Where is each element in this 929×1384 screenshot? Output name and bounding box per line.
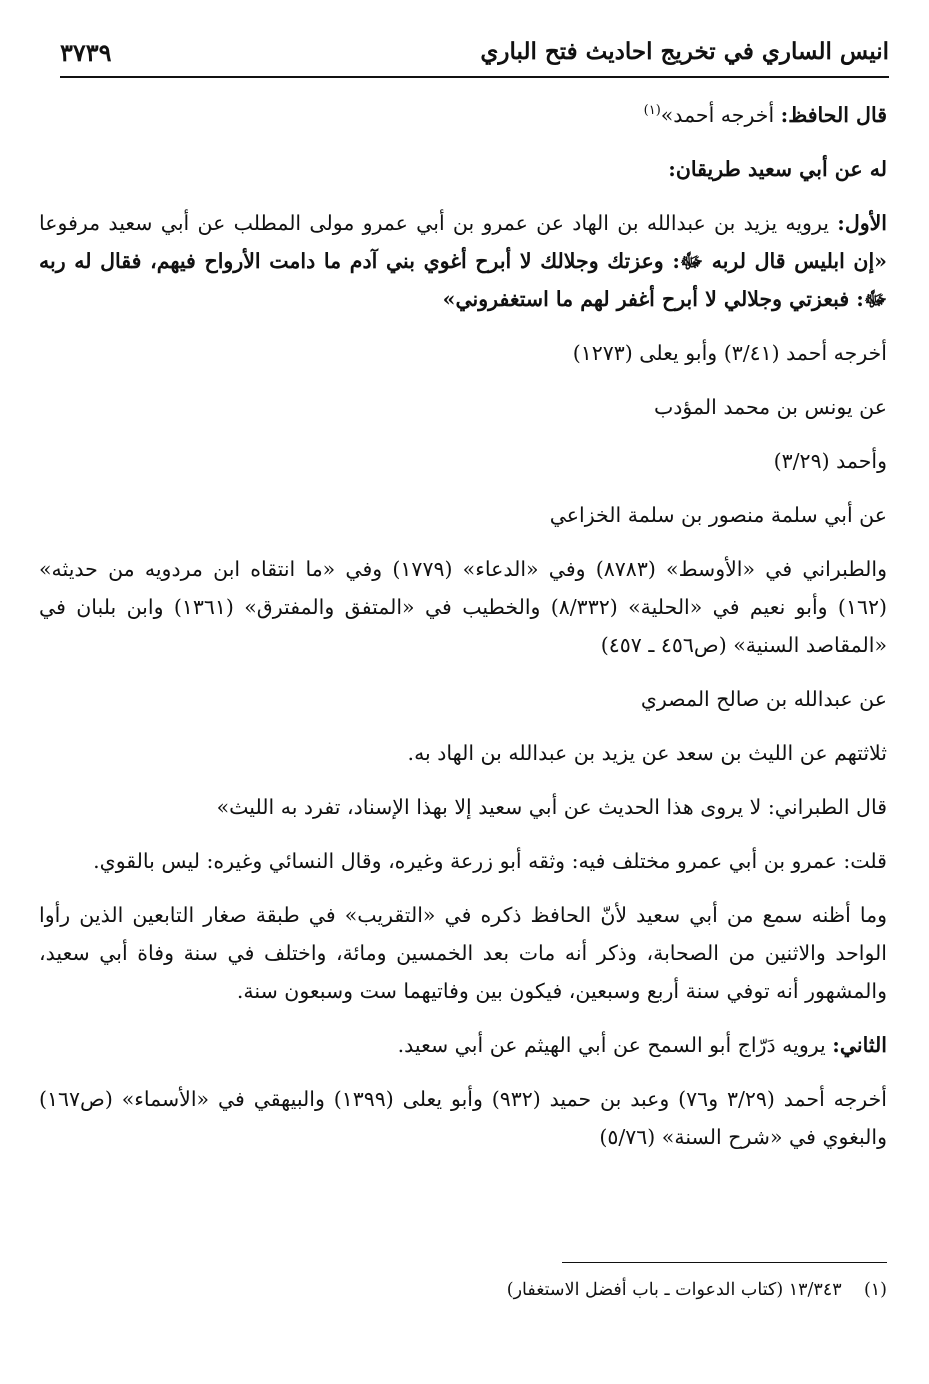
paragraph-tabarani: قال الطبراني: لا يروى هذا الحديث عن أبي سعيد إلا بهذا الإسناد، تفرد به الليث»	[216, 795, 887, 819]
header-rule	[60, 76, 889, 78]
paragraph-hafiz-quote	[39, 96, 887, 134]
paragraph-summary: ثلاثتهم عن الليث بن سعد عن يزيد بن عبدالله بن الهاد به.	[407, 741, 887, 765]
speaker-label: قال الحافظ:	[780, 103, 887, 127]
route-label: الثاني:	[832, 1033, 887, 1057]
paragraph-narrator-1: عن يونس بن محمد المؤدب	[654, 395, 887, 419]
paragraph-narrator-3: عن عبدالله بن صالح المصري	[640, 687, 887, 711]
paragraph-comment: قلت: عمرو بن أبي عمرو مختلف فيه: وثقه أبو زرعة وغيره، وقال النسائي وغيره: ليس بالقوي.	[93, 849, 887, 873]
page-header	[60, 38, 889, 76]
footnote-marker: (١)	[863, 1280, 887, 1300]
footnote-rule	[562, 1262, 887, 1263]
footnote-text: ١٣/٣٤٣ (كتاب الدعوات ـ باب أفضل الاستغفار)	[506, 1280, 842, 1300]
hadith-text: «إن ابليس قال لربه ﷻ: وعزتك وجلالك لا أبرح أغوي بني آدم ما دامت الأرواح فيهم، فقال له ربه ﷻ: فبعزتي وجلالي لا أبرح أغفر لهم ما استغفروني»	[39, 249, 887, 311]
paragraph-citation-4: أخرجه أحمد (٣/٢٩ و٧٦) وعبد بن حميد (٩٣٢) وأبو يعلى (١٣٩٩) والبيهقي في «الأسماء» (ص١٦٧) والبغوي في «شرح السنة» (٥/٧٦)	[39, 1087, 887, 1149]
quote-text: أخرجه أحمد»	[660, 103, 781, 127]
footnote	[39, 1276, 887, 1304]
paragraph-second-route	[39, 1026, 887, 1064]
paragraph-analysis: وما أظنه سمع من أبي سعيد لأنّ الحافظ ذكره في «التقريب» في طبقة صغار التابعين الذين رأوا الواحد والاثنين من الصحابة، وذكر أنه مات بعد الخمسين ومائة، واختلف في سنة وفاة أبي سعيد، والمشهور أنه توفي سنة أربع وسبعين، فيكون بين وفاتيهما ست وسبعون سنة.	[39, 903, 887, 1003]
paragraph-first-route	[39, 204, 887, 318]
route-chain: يرويه يزيد بن عبدالله بن الهاد عن عمرو بن أبي عمرو مولى المطلب عن أبي سعيد مرفوعا	[39, 211, 838, 235]
paragraph-narrator-2: عن أبي سلمة منصور بن سلمة الخزاعي	[549, 503, 887, 527]
paragraph-citation-2: وأحمد (٣/٢٩)	[773, 449, 887, 473]
paragraph-citation-3: والطبراني في «الأوسط» (٨٧٨٣) وفي «الدعاء» (١٧٧٩) وفي «ما انتقاه ابن مردويه من حديثه» (١٦٢) وأبو نعيم في «الحلية» (٨/٣٣٢) والخطيب في «المتفق والمفترق» (١٣٦١) وابن بلبان في «المقاصد السنية» (ص٤٥٦ ـ ٤٥٧)	[39, 557, 887, 657]
footnote-ref: (١)	[643, 103, 661, 119]
running-title: انيس الساري في تخريج احاديث فتح الباري	[480, 38, 889, 65]
page-number: ٣٧٣٩	[60, 38, 112, 67]
main-text	[39, 96, 887, 1172]
paragraph-two-routes: له عن أبي سعيد طريقان:	[668, 157, 887, 181]
route-label: الأول:	[837, 211, 887, 235]
route-chain: يرويه دَرّاج أبو السمح عن أبي الهيثم عن أبي سعيد.	[397, 1033, 833, 1057]
paragraph-citation-1: أخرجه أحمد (٣/٤١) وأبو يعلى (١٢٧٣)	[572, 341, 887, 365]
